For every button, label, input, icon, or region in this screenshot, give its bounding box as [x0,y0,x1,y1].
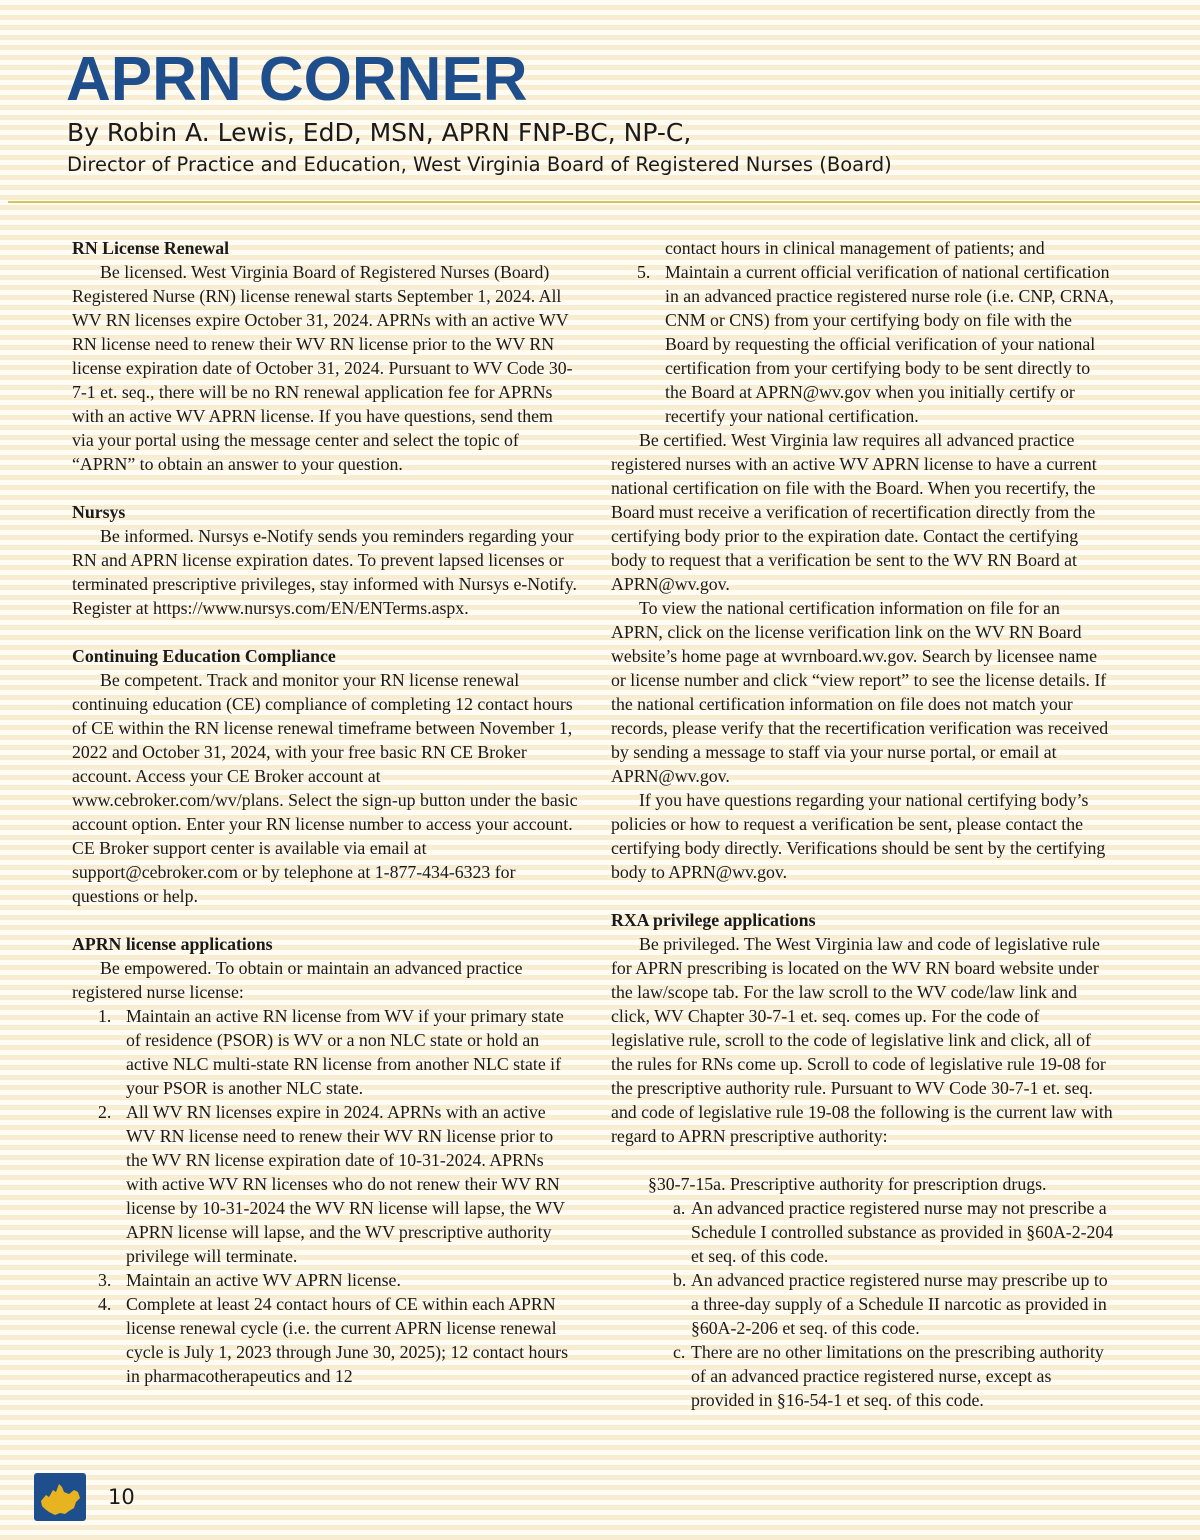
author-byline: By Robin A. Lewis, EdD, MSN, APRN FNP-BC, NP-C, [67,118,692,147]
rn-renewal-body: Be licensed. West Virginia Board of Registered Nurses (Board) Registered Nurse (RN) license renewal starts September 1, 2024. All WV RN licenses expire October 31, 2024. APRNs with an active WV RN license need to renew their WV RN license prior to the WV RN license expiration date of October 31, 2024. Pursuant to WV Code 30-7-1 et. seq., there will be no RN renewal application fee for APRNs with an active WV APRN license. If you have questions, send them via your portal using the message center and select the topic of “APRN” to obtain an answer to your question. [72,262,573,474]
ce-compliance-body: Be competent. Track and monitor your RN license renewal continuing education (CE) compliance of completing 12 contact hours of CE within the RN license renewal timeframe between November 1, 2022 and October 31, 2024, with your free basic RN CE Broker account. Access your CE Broker account at www.cebroker.com/wv/plans. Select the sign-up button under the basic account option. Enter your RN license number to access your account. CE Broker support center is available via email at support@cebroker.com or by telephone at 1-877-434-6323 for questions or help. [72,670,578,906]
list-item [72,1292,578,1388]
list-item [72,1004,578,1100]
statute-item-text: There are no other limitations on the prescribing authority of an advanced practice registered nurse, except as provided in §16-54-1 et seq. of this code. [691,1342,1104,1410]
statute-item [611,1340,1115,1412]
header-divider [8,201,1200,203]
list-item [72,1268,578,1292]
list-item-text: Maintain a current official verification of national certification in an advanced practice registered nurse role (i.e. CNP, CRNA, CNM or CNS) from your certifying body on file with the Board by requesting the official verification of your national certification from your certifying body to be sent directly to the Board at APRN@wv.gov when you initially certify or recertify your national certification. [665,262,1114,426]
statute-item [611,1196,1115,1268]
statute-item-letter: c. [673,1342,686,1362]
verification-paragraph: To view the national certification information on file for an APRN, click on the license verification link on the WV RN Board website’s home page at wvrnboard.wv.gov. Search by licensee name or license number and click “view report” to see the license details. If the national certification information on file does not match your records, please verify that the recertification verification was received by sending a message to staff via your nurse portal, or email at APRN@wv.gov. [611,598,1109,786]
list-item-number: 2. [98,1102,112,1122]
list-item-text: All WV RN licenses expire in 2024. APRNs with an active WV RN license need to renew their WV RN license prior to the WV RN license expiration date of 10-31-2024. APRNs with active WV RN licenses who do not renew their WV RN license by 10-31-2024 the WV RN license will lapse, the WV APRN license will lapse, and the WV prescriptive authority privilege will terminate. [126,1102,565,1266]
left-column [72,236,578,1388]
list-item-text: Maintain an active RN license from WV if your primary state of residence (PSOR) is WV or a non NLC state or hold an active NLC multi-state RN license from another NLC state if your PSOR is another NLC state. [126,1006,564,1098]
statute-item-text: An advanced practice registered nurse may prescribe up to a three-day supply of a Schedule II narcotic as provided in §60A-2-206 et seq. of this code. [691,1270,1108,1338]
section-heading-rn-renewal: RN License Renewal [72,238,230,258]
page-title: APRN CORNER [66,45,528,114]
section-heading-nursys: Nursys [72,502,126,522]
statute-item [611,1268,1115,1340]
certification-paragraph: Be certified. West Virginia law requires all advanced practice registered nurses with an active WV APRN license to have a current national certification on file with the Board. When you recertify, the Board must receive a verification of recertification directly from the certifying body prior to the expiration date. Contact the certifying body to request that a verification be sent to the WV RN Board at APRN@wv.gov. [611,430,1097,594]
list-item-number: 1. [98,1006,112,1026]
west-virginia-logo-icon [34,1473,86,1521]
statute-heading: §30-7-15a. Prescriptive authority for prescription drugs. [648,1174,1047,1194]
aprn-applications-intro: Be empowered. To obtain or maintain an advanced practice registered nurse license: [72,958,523,1002]
page-number: 10 [108,1485,135,1509]
list-item [72,1100,578,1268]
statute-item-text: An advanced practice registered nurse may not prescribe a Schedule I controlled substance as provided in §60A-2-204 et seq. of this code. [691,1198,1114,1266]
list-item [611,260,1115,428]
section-heading-rxa: RXA privilege applications [611,910,816,930]
list-item-number: 5. [637,262,651,282]
list-item-number: 4. [98,1294,112,1314]
section-heading-ce-compliance: Continuing Education Compliance [72,646,336,666]
list-item-number: 3. [98,1270,112,1290]
statute-item-letter: a. [673,1198,686,1218]
right-column [611,236,1115,1412]
nursys-body: Be informed. Nursys e-Notify sends you reminders regarding your RN and APRN license expiration dates. To prevent lapsed licenses or terminated prescriptive privileges, stay informed with Nursys e-Notify. Register at https://www.nursys.com/EN/ENTerms.aspx. [72,526,577,618]
statute-item-letter: b. [673,1270,687,1290]
author-affiliation: Director of Practice and Education, West Virginia Board of Registered Nurses (Board) [67,153,892,176]
list-item-continued: contact hours in clinical management of patients; and [665,238,1045,258]
section-heading-aprn-applications: APRN license applications [72,934,273,954]
questions-paragraph: If you have questions regarding your national certifying body’s policies or how to request a verification be sent, please contact the certifying body directly. Verifications should be sent by the certifying body to APRN@wv.gov. [611,790,1106,882]
rxa-body: Be privileged. The West Virginia law and code of legislative rule for APRN prescribing is located on the WV RN board website under the law/scope tab. For the law scroll to the WV code/law link and click, WV Chapter 30-7-1 et. seq. comes up. For the code of legislative rule, scroll to the code of legislative link and click, all of the rules for RNs come up. Scroll to code of legislative rule 19-08 for the prescriptive authority rule. Pursuant to WV Code 30-7-1 et. seq. and code of legislative rule 19-08 the following is the current law with regard to APRN prescriptive authority: [611,934,1113,1146]
list-item-text: Complete at least 24 contact hours of CE within each APRN license renewal cycle (i.e. the current APRN license renewal cycle is July 1, 2023 through June 30, 2025); 12 contact hours in pharmacotherapeutics and 12 [126,1294,568,1386]
list-item-text: Maintain an active WV APRN license. [126,1270,401,1290]
